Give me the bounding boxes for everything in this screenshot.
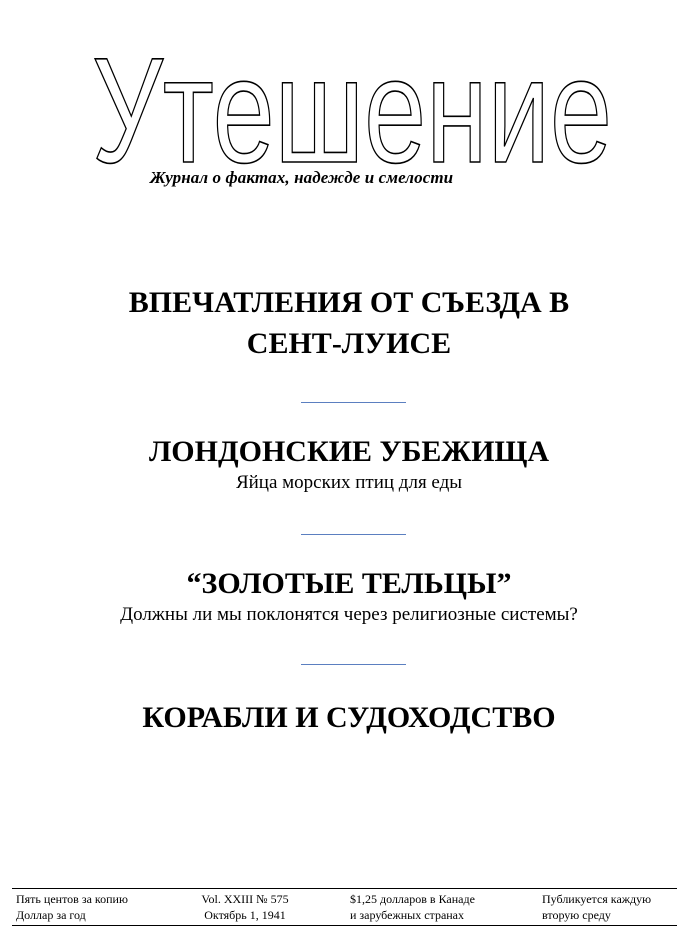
footer-canada-price: $1,25 долларов в Канаде	[350, 892, 475, 906]
article-1-headline-line2: СЕНТ-ЛУИСЕ	[246, 327, 452, 360]
article-3-subheadline: Должны ли мы поклонятся через религиозные системы?	[120, 604, 578, 625]
article-3-headline: “ЗОЛОТЫЕ ТЕЛЬЦЫ”	[186, 567, 512, 600]
footer-issue	[190, 891, 300, 923]
footer-date: Октябрь 1, 1941	[204, 908, 286, 922]
article-3	[0, 563, 698, 626]
footer-info-bar	[12, 888, 677, 926]
footer-price-copy: Пять центов за копию	[16, 892, 128, 906]
footer-price-year: Доллар за год	[16, 908, 86, 922]
footer-publication	[542, 891, 651, 923]
footer-frequency: вторую среду	[542, 908, 611, 922]
footer-volume: Vol. XXIII № 575	[201, 892, 289, 906]
article-2	[0, 431, 698, 494]
separator-1	[301, 402, 406, 403]
masthead-title: Утешение	[92, 40, 612, 194]
article-4-headline: КОРАБЛИ И СУДОХОДСТВО	[142, 701, 556, 734]
article-2-subheadline: Яйца морских птиц для еды	[235, 472, 463, 493]
article-1	[0, 282, 698, 364]
footer-published: Публикуется каждую	[542, 892, 652, 906]
article-4	[0, 697, 698, 738]
footer-canada	[350, 891, 475, 923]
separator-3	[301, 664, 406, 665]
article-1-headline-line1: ВПЕЧАТЛЕНИЯ ОТ СЪЕЗДА В	[128, 286, 570, 319]
masthead-subtitle: Журнал о фактах, надежде и смелости	[150, 168, 454, 187]
footer-price	[16, 891, 128, 923]
footer-foreign: и зарубежных странах	[350, 908, 465, 922]
article-2-headline: ЛОНДОНСКИЕ УБЕЖИЩА	[148, 435, 550, 468]
separator-2	[301, 534, 406, 535]
